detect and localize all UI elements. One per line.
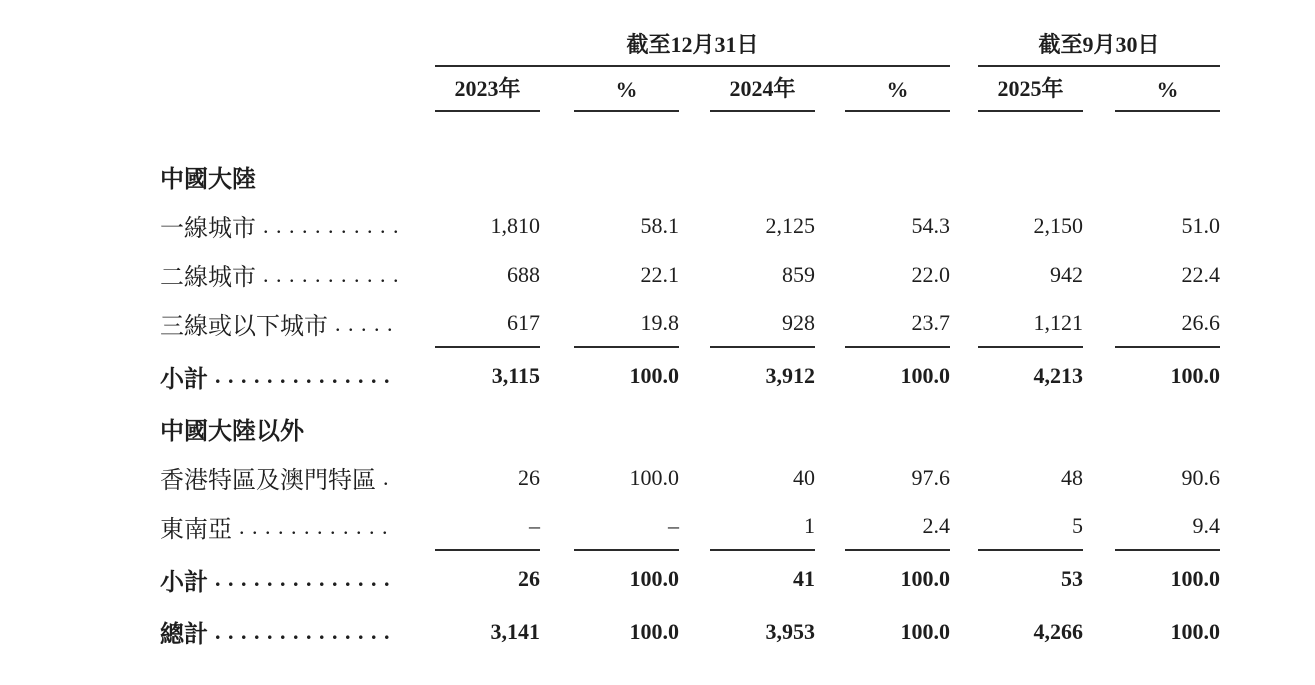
value-2024: 1 xyxy=(710,502,815,551)
dot-leader: . . . . . . . . . . . . . . xyxy=(215,566,391,591)
grand-total-row xyxy=(160,607,1315,656)
row-label: 小計 xyxy=(160,366,208,393)
value-pct-2025: 100.0 xyxy=(1170,618,1220,644)
group-header-label: 截至12月31日 xyxy=(626,32,759,57)
value-2025: 1,121 xyxy=(978,299,1083,348)
value-2024: 2,125 xyxy=(765,212,815,238)
dot-leader: . . . . . . . . . . . . . . xyxy=(215,363,391,388)
row-label: 一線城市 xyxy=(160,216,256,242)
value-pct-2023: 19.8 xyxy=(574,299,679,348)
value-pct-2023: 100.0 xyxy=(629,618,679,644)
dot-leader: . . . . . . . . . . . . xyxy=(239,513,389,539)
value-2025: 5 xyxy=(978,502,1083,551)
value-2023: 1,810 xyxy=(490,212,540,238)
subtotal-row-mainland-china xyxy=(160,348,1315,404)
value-pct-2025: 90.6 xyxy=(1181,464,1220,490)
table-row-southeast-asia xyxy=(160,502,1315,551)
dot-leader: . . . . . . . . . . . xyxy=(263,212,400,238)
column-header-2023: 2023年 xyxy=(435,72,540,112)
value-2024: 928 xyxy=(710,299,815,348)
row-label: 總計 xyxy=(160,622,208,648)
value-2024: 859 xyxy=(782,261,815,287)
row-label: 二線城市 xyxy=(160,265,256,291)
section-title: 中國大陸 xyxy=(160,167,256,193)
group-header-spacer xyxy=(160,28,435,67)
value-2024: 3,953 xyxy=(765,618,815,644)
row-label: 小計 xyxy=(160,569,208,596)
value-pct-2024: 97.6 xyxy=(911,464,950,490)
value-pct-2024: 54.3 xyxy=(911,212,950,238)
value-2025: 4,213 xyxy=(1033,363,1083,388)
value-pct-2023: 100.0 xyxy=(629,566,679,591)
value-pct-2024: 100.0 xyxy=(900,363,950,388)
value-pct-2025: 100.0 xyxy=(1170,363,1220,388)
dot-leader: . . . . . xyxy=(335,310,394,336)
section-title: 中國大陸以外 xyxy=(160,419,304,445)
value-pct-2023: – xyxy=(574,502,679,551)
dot-leader: . . . . . . . . . . . . . . xyxy=(215,618,391,644)
table-row-third-tier-or-below-cities xyxy=(160,299,1315,348)
value-2023: 688 xyxy=(507,261,540,287)
value-2024: 41 xyxy=(793,566,815,591)
value-pct-2025: 9.4 xyxy=(1115,502,1220,551)
value-2025: 4,266 xyxy=(1033,618,1083,644)
section-title-row-mainland-china xyxy=(160,152,1315,201)
column-header-pct-2: % xyxy=(845,77,950,112)
dot-leader: . . . . . . . . . . . xyxy=(263,261,400,287)
value-pct-2023: 58.1 xyxy=(640,212,679,238)
value-2025: 942 xyxy=(1050,261,1083,287)
group-header-as-of-dec31 xyxy=(435,28,950,67)
group-header-label: 截至9月30日 xyxy=(978,28,1220,67)
value-2025: 48 xyxy=(1061,464,1083,490)
column-header-spacer xyxy=(160,66,435,112)
value-2023: 3,115 xyxy=(491,363,540,388)
row-label: 三線或以下城市 xyxy=(160,314,328,340)
row-label: 香港特區及澳門特區 xyxy=(160,468,376,494)
value-pct-2024: 2.4 xyxy=(845,502,950,551)
column-header-2025: 2025年 xyxy=(978,72,1083,112)
value-2023: – xyxy=(435,502,540,551)
section-title-row-outside-mainland-china xyxy=(160,404,1315,453)
subtotal-row-outside-mainland-china xyxy=(160,551,1315,607)
value-pct-2024: 23.7 xyxy=(845,299,950,348)
value-2024: 40 xyxy=(793,464,815,490)
group-header-row xyxy=(160,28,1315,66)
dot-leader: . xyxy=(383,464,390,490)
value-pct-2024: 22.0 xyxy=(911,261,950,287)
column-header-pct-3: % xyxy=(1115,77,1220,112)
value-pct-2025: 22.4 xyxy=(1181,261,1220,287)
table-row-second-tier-cities xyxy=(160,250,1315,299)
value-2024: 3,912 xyxy=(765,363,815,388)
value-pct-2025: 51.0 xyxy=(1181,212,1220,238)
value-pct-2023: 22.1 xyxy=(640,261,679,287)
column-header-row xyxy=(160,66,1315,112)
table-row-first-tier-cities xyxy=(160,201,1315,250)
value-pct-2025: 26.6 xyxy=(1115,299,1220,348)
value-2025: 53 xyxy=(1061,566,1083,591)
value-2023: 3,141 xyxy=(490,618,540,644)
value-pct-2023: 100.0 xyxy=(629,363,679,388)
table-row-hk-macau xyxy=(160,453,1315,502)
value-2025: 2,150 xyxy=(1033,212,1083,238)
value-pct-2024: 100.0 xyxy=(900,566,950,591)
header-body-gap xyxy=(160,112,1315,152)
column-header-2024: 2024年 xyxy=(710,72,815,112)
row-label: 東南亞 xyxy=(160,517,232,543)
group-header-as-of-sep30 xyxy=(950,28,1220,67)
value-pct-2025: 100.0 xyxy=(1170,566,1220,591)
value-2023: 26 xyxy=(518,464,540,490)
value-pct-2023: 100.0 xyxy=(629,464,679,490)
value-2023: 26 xyxy=(518,566,540,591)
value-2023: 617 xyxy=(435,299,540,348)
column-header-pct-1: % xyxy=(574,77,679,112)
value-pct-2024: 100.0 xyxy=(900,618,950,644)
